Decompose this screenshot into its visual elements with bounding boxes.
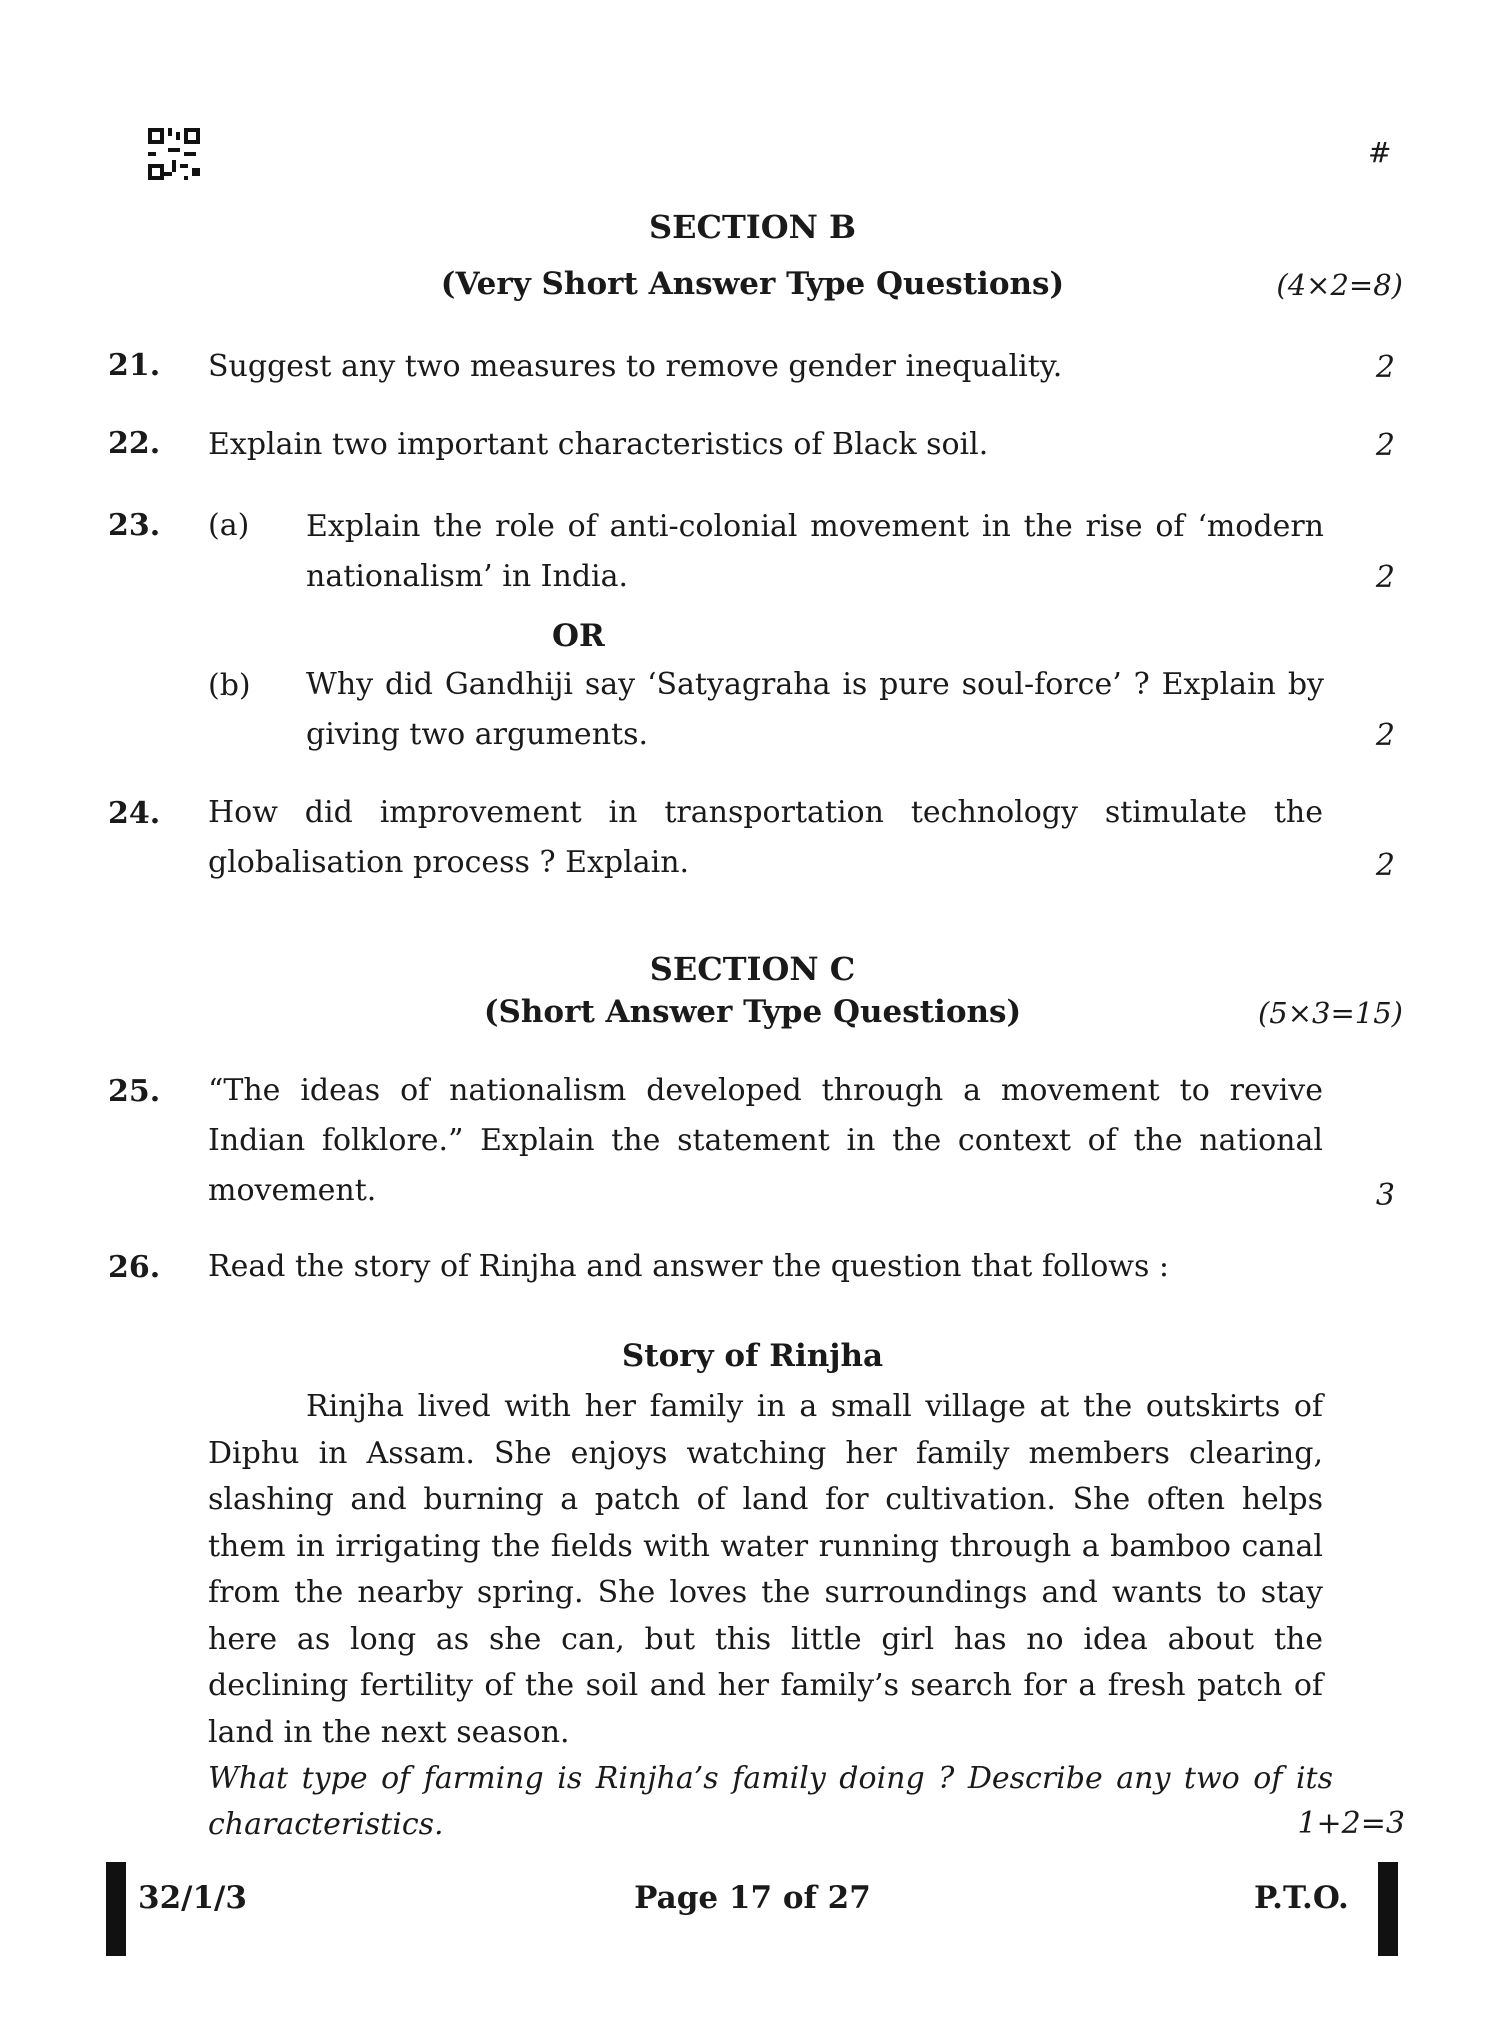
q26-number: 26.	[108, 1250, 161, 1285]
footer-right-bar	[1378, 1862, 1398, 1956]
page-mark: #	[1368, 136, 1392, 169]
q23-number: 23.	[108, 508, 161, 543]
story-title: Story of Rinjha	[621, 1338, 884, 1374]
q23-a-text: Explain the role of anti-colonial movement in the rise of ‘modern nationalism’ in India.	[306, 509, 1324, 594]
q24-marks: 2	[1375, 848, 1395, 883]
section-c-title: SECTION C	[649, 950, 856, 988]
story-paragraph: Rinjha lived with her family in a small village at the outskirts of Diphu in Assam. She enjoys watching her family members clearing, slashing and burning a patch of land for cultivation. She often helps them in irrigating the fields with water running through a bamboo canal from the nearby spring. She loves the surroundings and wants to stay here as long as she can, but this little girl has no idea about the declining fertility of the soil and her family’s search for a fresh patch of land in the next season.	[208, 1389, 1323, 1750]
q21-number: 21.	[108, 348, 161, 383]
q23-a-label: (a)	[208, 508, 250, 543]
q22-number: 22.	[108, 426, 161, 461]
q25-marks: 3	[1375, 1178, 1395, 1213]
section-b-subtitle: (Very Short Answer Type Questions)	[440, 266, 1065, 302]
q23-b-text: Why did Gandhiji say ‘Satyagraha is pure soul-force’ ? Explain by giving two arguments.	[306, 667, 1324, 752]
q25-text: “The ideas of nationalism developed through a movement to revive Indian folklore.” Explain the statement in the context of the national movement.	[208, 1073, 1323, 1208]
q26-text: Read the story of Rinjha and answer the question that follows :	[208, 1249, 1169, 1284]
q23-b-label: (b)	[208, 668, 251, 703]
section-b-title: SECTION B	[648, 208, 857, 246]
q24-number: 24.	[108, 796, 161, 831]
q22-text: Explain two important characteristics of Black soil.	[208, 427, 989, 462]
q26-question: What type of farming is Rinjha’s family doing ? Describe any two of its characteristics.	[208, 1761, 1333, 1842]
q23-or: OR	[552, 618, 605, 654]
q22-marks: 2	[1375, 428, 1395, 463]
q26-marks: 1+2=3	[1297, 1806, 1405, 1841]
section-c-subtitle: (Short Answer Type Questions)	[483, 994, 1022, 1030]
pto-label: P.T.O.	[1254, 1880, 1349, 1916]
qr-code-icon	[148, 128, 200, 180]
page-number: Page 17 of 27	[634, 1880, 871, 1916]
q23-a-marks: 2	[1375, 560, 1395, 595]
q21-text: Suggest any two measures to remove gender inequality.	[208, 349, 1063, 384]
q23-b-marks: 2	[1375, 718, 1395, 753]
story-passage	[208, 1384, 1323, 1756]
section-c-scheme: (5×3=15)	[1257, 996, 1403, 1030]
section-b-scheme: (4×2=8)	[1276, 268, 1403, 302]
q24-text: How did improvement in transportation technology stimulate the globalisation process ? Explain.	[208, 795, 1323, 880]
paper-code: 32/1/3	[138, 1880, 247, 1916]
q25-number: 25.	[108, 1074, 161, 1109]
q21-marks: 2	[1375, 350, 1395, 385]
